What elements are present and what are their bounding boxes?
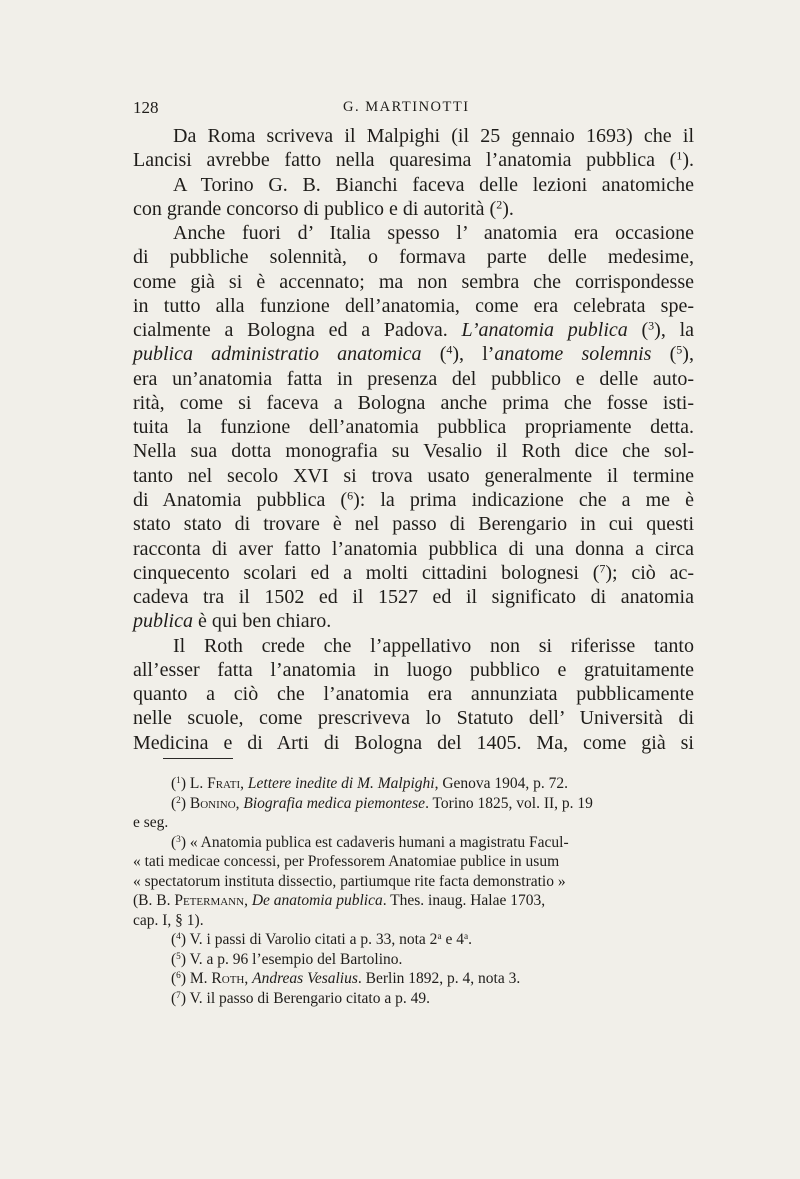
text-line: all’esser fatta l’anatomia in luogo pubblico e gratuitamente [133, 658, 694, 681]
footnote-ref: 5 [676, 342, 683, 357]
page-number: 128 [133, 98, 159, 117]
footnote-3-line: (B. B. Petermann, De anatomia publica. Thes. inaug. Halae 1703, [133, 892, 546, 909]
text-line: racconta di aver fatto l’anatomia pubblica di una donna a circa [133, 537, 694, 560]
text-line: rità, come si faceva a Bologna anche prima che fosse isti- [133, 391, 694, 414]
text-line: Anche fuori d’ Italia spesso l’ anatomia era occasione [173, 222, 694, 245]
footnote-ref: 2 [496, 197, 503, 212]
footnote-ref: 4 [446, 342, 453, 357]
footnote-5: ($^5$) V. a p. 96 l’esempio del Bartolino. [171, 950, 403, 968]
main-text [133, 124, 694, 755]
text-line: tanto nel secolo XVI si trova usato generalmente il termine [133, 464, 694, 487]
footnote-6: ($^6$) M. Roth, Andreas Vesalius. Berlin 1892, p. 4, nota 3. [171, 970, 521, 987]
footnote-ref: 7 [599, 561, 606, 576]
footnote-3-line: « tati medicae concessi, per Professorem Anatomiae publice in usum [133, 853, 560, 870]
footnote-3-line: « spectatorum instituta dissectio, partiumque rite facta demonstratio » [133, 872, 566, 890]
footnotes [133, 774, 694, 1008]
text-line: era un’anatomia fatta in presenza del pubblico e delle auto- [133, 367, 694, 390]
text-line: di Anatomia pubblica ($^6$): la prima indicazione che a me è [133, 488, 695, 511]
footnote-1: ($^1$) L. Frati, Lettere inedite di M. Malpighi, Genova 1904, p. 72. [171, 775, 569, 792]
text-line: Da Roma scriveva il Malpighi (il 25 gennaio 1693) che il [173, 125, 694, 147]
text-line: quanto a ciò che l’anatomia era annunziata pubblicamente [133, 683, 694, 706]
text-line: cialmente a Bologna ed a Padova. L’anatomia publica ($^3$), la [133, 318, 695, 342]
footnote-3-line: cap. I, § 1). [133, 911, 204, 929]
text-line: come già si è accennato; ma non sembra che corrispondesse [133, 270, 694, 293]
running-head-author: G. MARTINOTTI [343, 99, 470, 115]
text-line: in tutto alla funzione dell’anatomia, come era celebrata spe- [133, 294, 694, 317]
text-line: con grande concorso di publico e di autorità ($^2$). [133, 197, 514, 220]
text-line: Lancisi avrebbe fatto nella quaresima l’anatomia pubblica ($^1$). [133, 148, 694, 172]
text-line: A Torino G. B. Bianchi faceva delle lezioni anatomiche [173, 173, 694, 196]
footnote-ref: 6 [347, 488, 354, 503]
text-line: di pubbliche solennità, o formava parte delle medesime, [133, 246, 694, 269]
footnote-ref: 1 [676, 148, 683, 163]
footnote-divider [163, 758, 233, 759]
text-line: Il Roth crede che l’appellativo non si riferisse tanto [173, 634, 694, 657]
footnote-ref: 3 [648, 318, 655, 333]
footnote-3: ($^3$) « Anatomia publica est cadaveris humani a magistratu Facul- [171, 833, 569, 851]
text-line: cinquecento scolari ed a molti cittadini bolognesi ($^7$); ciò ac- [133, 561, 694, 584]
footnote-2: ($^2$) Bonino, Biografia medica piemontese. Torino 1825, vol. II, p. 19 [171, 794, 593, 812]
text-line: Nella sua dotta monografia su Vesalio il Roth dice che sol- [133, 440, 694, 463]
footnote-7: ($^7$) V. il passo di Berengario citato a p. 49. [171, 989, 430, 1007]
text-line: stato stato di trovare è nel passo di Berengario in cui questi [133, 513, 694, 536]
running-header [133, 98, 693, 124]
text-line: publica administratio anatomica ($^4$), l’anatome solemnis ($^5$), [133, 342, 694, 366]
footnote-2-continued: e seg. [133, 814, 169, 831]
text-line: publica è qui ben chiaro. [133, 610, 332, 633]
text-line: tuita la funzione dell’anatomia pubblica propriamente detta. [133, 416, 694, 439]
footnote-4: ($^4$) V. i passi di Varolio citati a p. 33, nota 2$^a$ e 4$^a$. [171, 931, 472, 948]
text-line: nelle scuole, come prescriveva lo Statuto dell’ Università di [133, 707, 694, 730]
text-line: cadeva tra il 1502 ed il 1527 ed il significato di anatomia [133, 586, 694, 609]
text-line: Medicina e di Arti di Bologna del 1405. Ma, come già si [133, 731, 694, 754]
